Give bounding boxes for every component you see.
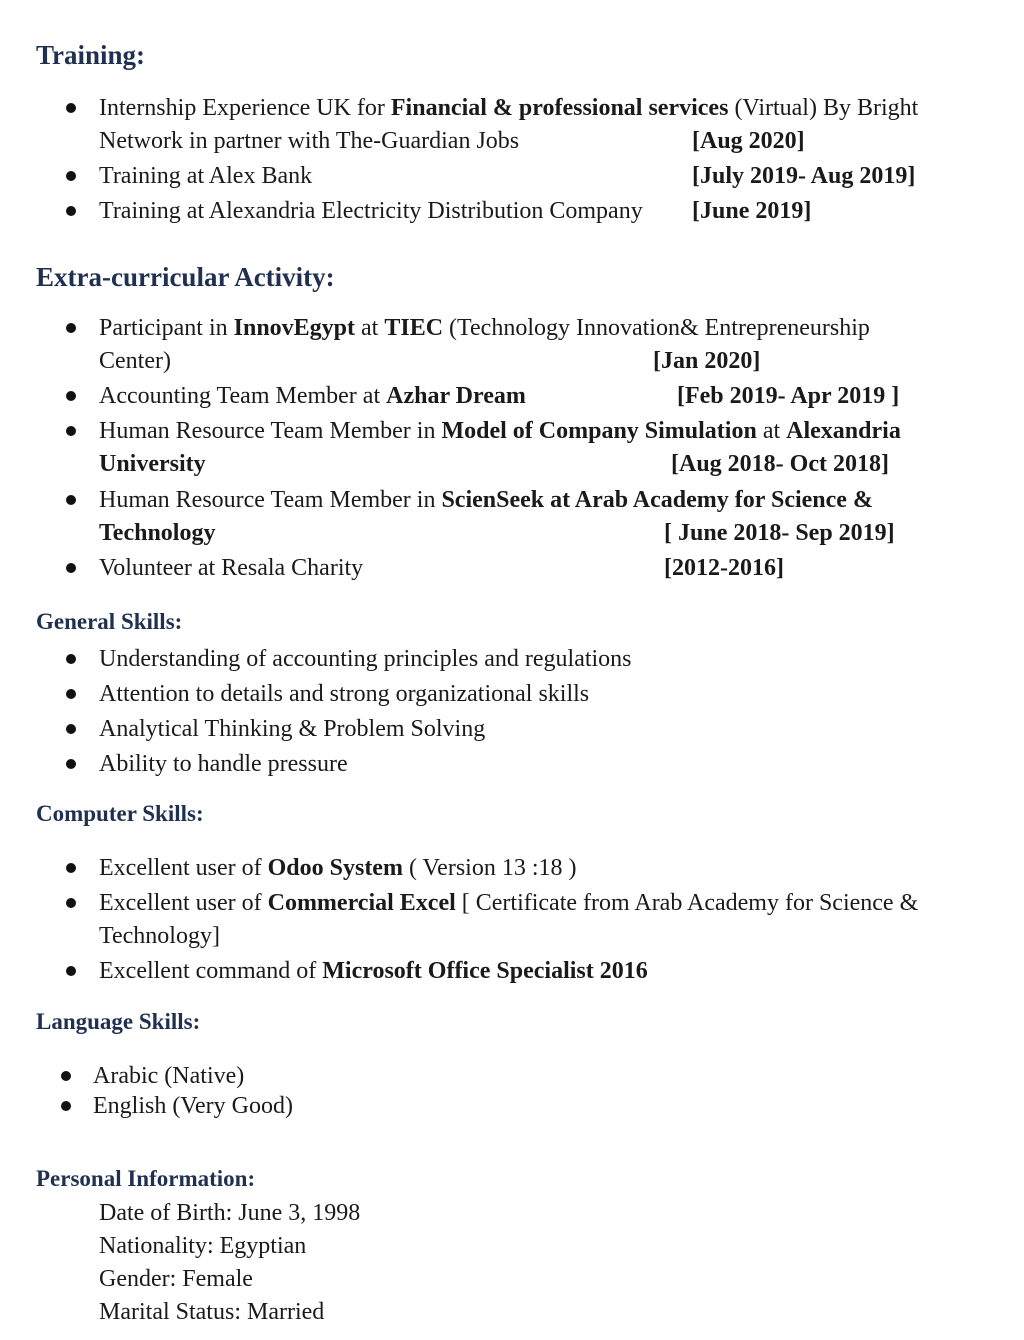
text: Participant in [99,315,234,341]
bullet [66,724,76,734]
activity-item-4-line-2: Technology [99,520,216,546]
bold-text: Model of Company Simulation [441,418,757,444]
language-item: English (Very Good) [93,1093,293,1119]
computer-skill-item-3 [99,956,648,986]
general-skill-item: Understanding of accounting principles and regulations [99,646,632,672]
training-item-1-line-1 [99,93,918,123]
activity-item-4-line-1 [99,485,873,515]
training-item-2-date: [July 2019- Aug 2019] [692,163,916,189]
bullet [66,966,76,976]
training-item-1-line-2: Network in partner with The-Guardian Jobs [99,128,520,154]
text: Human Resource Team Member in [99,418,442,444]
bold-text: Microsoft Office Specialist 2016 [322,958,648,984]
text: [ Certificate from Arab Academy for Science & [455,890,919,916]
activity-item-3-line-1 [99,416,901,446]
training-item-1-date: [Aug 2020] [692,128,805,154]
text: at [756,418,787,444]
bold-text: InnovEgypt [233,315,356,341]
training-item-3-date: [June 2019] [692,198,812,224]
training-item-2: Training at Alex Bank [99,163,313,189]
bullet [61,1071,71,1081]
bold-text: Alexandria [786,418,901,444]
bullet [66,898,76,908]
language-item: Arabic (Native) [93,1063,245,1089]
nationality: Nationality: Egyptian [99,1233,307,1259]
computer-skills-heading: Computer Skills: [36,801,204,826]
training-item-3: Training at Alexandria Electricity Distribution Company [99,198,643,224]
bullet [61,1101,71,1111]
extracurricular-heading: Extra-curricular Activity: [36,262,335,292]
general-skill-item: Analytical Thinking & Problem Solving [99,716,486,742]
training-heading: Training: [36,40,146,70]
bold-text: Financial & professional services [390,95,729,121]
activity-item-1-date: [Jan 2020] [653,348,761,374]
bullet [66,495,76,505]
gender: Gender: Female [99,1266,253,1292]
bullet [66,689,76,699]
bullet [66,863,76,873]
general-skills-heading: General Skills: [36,609,183,634]
text: Accounting Team Member at [99,383,387,409]
activity-item-1-line-1 [99,313,870,343]
bullet [66,563,76,573]
bullet [66,391,76,401]
text: (Technology Innovation& Entrepreneurship [443,315,870,341]
bold-text: Azhar Dream [386,383,526,409]
computer-skill-item-2-line-2: Technology] [99,923,220,949]
language-skills-heading: Language Skills: [36,1009,201,1034]
text: Internship Experience UK for [99,95,391,121]
activity-item-2-date: [Feb 2019- Apr 2019 ] [677,383,900,409]
date-of-birth: Date of Birth: June 3, 1998 [99,1200,361,1226]
bullet [66,426,76,436]
personal-info-heading: Personal Information: [36,1166,256,1191]
bullet [66,171,76,181]
bold-text: Commercial Excel [267,890,456,916]
bullet [66,759,76,769]
activity-item-3-line-2: University [99,451,206,477]
computer-skill-item-2-line-1 [99,888,918,918]
text: Human Resource Team Member in [99,487,442,513]
activity-item-3-date: [Aug 2018- Oct 2018] [671,451,889,477]
bullet [66,323,76,333]
text: at [355,315,385,341]
bullet [66,654,76,664]
text: Excellent user of [99,890,268,916]
activity-item-5-date: [2012-2016] [664,555,784,581]
bullet [66,206,76,216]
activity-item-1-line-2: Center) [99,348,171,374]
bold-text: Odoo System [267,855,403,881]
text: Excellent command of [99,958,323,984]
general-skill-item: Ability to handle pressure [99,751,348,777]
marital-status: Marital Status: Married [99,1299,325,1325]
text: Excellent user of [99,855,268,881]
bullet [66,103,76,113]
activity-item-5: Volunteer at Resala Charity [99,555,364,581]
computer-skill-item-1 [99,853,577,883]
bold-text: ScienSeek at Arab Academy for Science & [441,487,873,513]
bold-text: TIEC [384,315,444,341]
activity-item-4-date: [ June 2018- Sep 2019] [664,520,895,546]
activity-item-2 [99,381,526,411]
text: (Virtual) By Bright [728,95,919,121]
general-skill-item: Attention to details and strong organizational skills [99,681,590,707]
text: ( Version 13 :18 ) [402,855,577,881]
